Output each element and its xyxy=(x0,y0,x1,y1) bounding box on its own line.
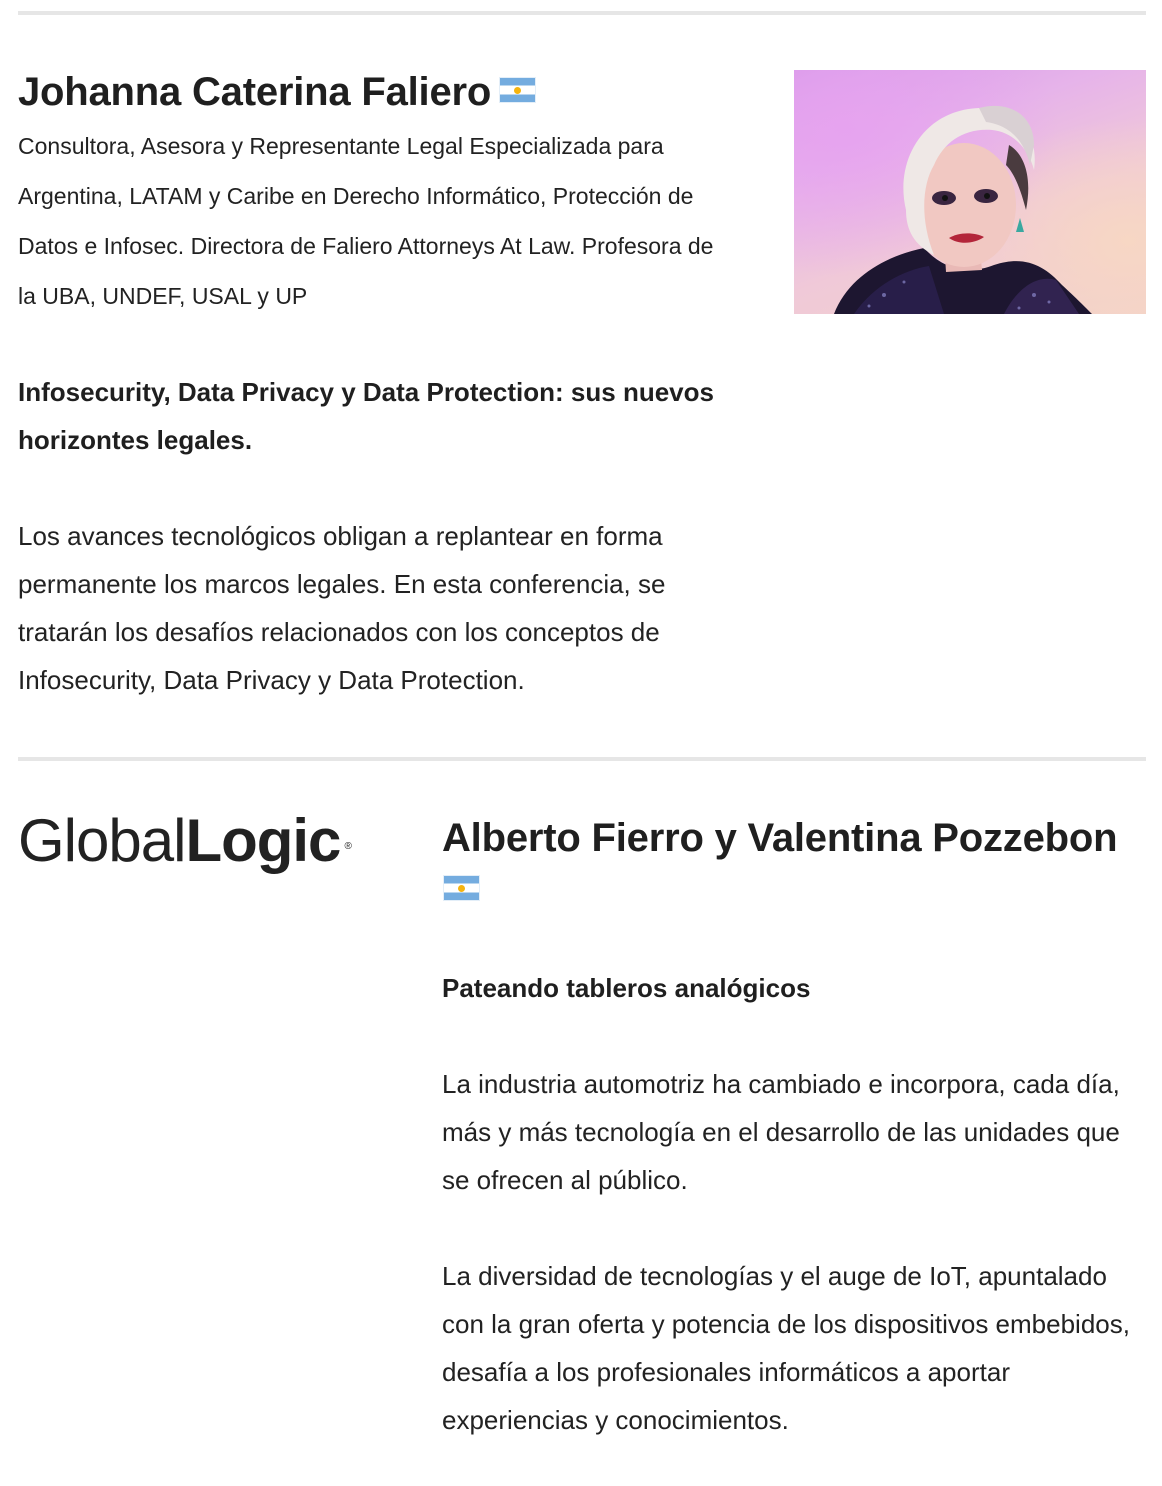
argentina-flag-icon xyxy=(499,77,536,103)
section-divider xyxy=(18,757,1146,761)
argentina-flag-icon xyxy=(443,875,480,901)
speaker-2-talk-title: Pateando tableros analógicos xyxy=(442,973,811,1003)
speaker-2-talk-description-2: La diversidad de tecnologías y el auge de IoT, apuntalado con la gran oferta y potencia de los dispositivos embebidos, desafía a los profesionales informáticos a aportar experiencias y conocimientos. xyxy=(442,1261,1130,1435)
speaker-2-name: Alberto Fierro y Valentina Pozzebon xyxy=(442,816,1118,860)
speaker-1-talk-description: Los avances tecnológicos obligan a replantear en forma permanente los marcos legales. En esta conferencia, se tratarán los desafíos relacionados con los conceptos de Infosecurity, Data Privacy y Data Protection. xyxy=(18,521,666,695)
speaker-2-talk-description-1: La industria automotriz ha cambiado e incorpora, cada día, más y más tecnología en el desarrollo de las unidades que se ofrecen al público. xyxy=(442,1069,1120,1195)
speaker-1-talk-title: Infosecurity, Data Privacy y Data Protection: sus nuevos horizontes legales. xyxy=(18,377,714,455)
speaker-1-bio: Consultora, Asesora y Representante Legal Especializada para Argentina, LATAM y Caribe en Derecho Informático, Protección de Datos e Infosec. Directora de Faliero Attorneys At Law. Profesora de la UBA, UNDEF, USAL y UP xyxy=(18,133,714,309)
speaker-1-photo xyxy=(794,70,1146,314)
speaker-1-name-text: Johanna Caterina Faliero xyxy=(18,70,492,114)
globallogic-logo: GlobalLogic ® xyxy=(18,807,352,874)
speaker-1-name xyxy=(18,66,536,118)
section-divider-top xyxy=(18,11,1146,15)
